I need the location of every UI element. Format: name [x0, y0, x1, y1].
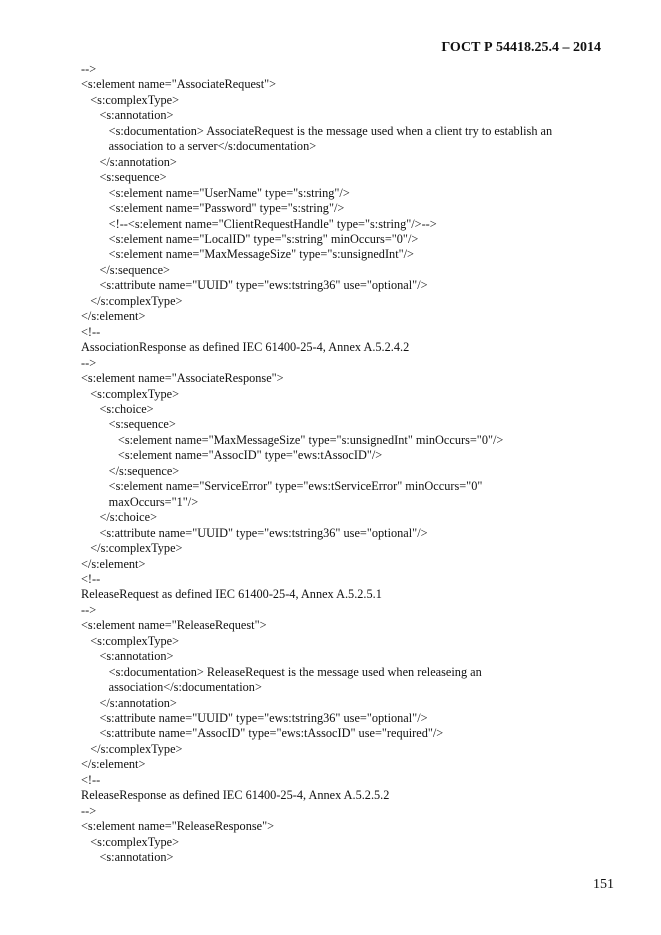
- code-line: <s:element name="AssociateRequest">: [81, 77, 277, 92]
- code-line: <!--: [81, 772, 101, 787]
- code-line: maxOccurs="1"/>: [81, 494, 199, 509]
- code-line: </s:element>: [81, 757, 146, 772]
- code-line: <s:element name="ReleaseRequest">: [81, 618, 267, 633]
- page-header-standard-number: ГОСТ Р 54418.25.4 – 2014: [441, 40, 601, 55]
- code-line: <s:element name="MaxMessageSize" type="s:unsignedInt" minOccurs="0"/>: [81, 432, 504, 447]
- code-line: </s:sequence>: [81, 463, 180, 478]
- code-line: <s:element name="AssociateResponse">: [81, 371, 284, 386]
- code-line: </s:annotation>: [81, 154, 177, 169]
- code-line: <s:attribute name="UUID" type="ews:tstring36" use="optional"/>: [81, 278, 428, 293]
- code-line: <s:element name="Password" type="s:string"/>: [81, 201, 345, 216]
- code-line: <s:annotation>: [81, 108, 174, 123]
- code-line: <!--: [81, 324, 101, 339]
- code-line: <s:complexType>: [81, 633, 180, 648]
- code-line: <s:element name="ReleaseResponse">: [81, 819, 275, 834]
- code-line: <s:complexType>: [81, 92, 180, 107]
- code-line: </s:complexType>: [81, 541, 183, 556]
- page-number: 151: [593, 877, 614, 892]
- code-line: </s:sequence>: [81, 262, 170, 277]
- code-line: ReleaseRequest as defined IEC 61400-25-4, Annex A.5.2.5.1: [81, 587, 382, 602]
- code-line: </s:element>: [81, 309, 146, 324]
- code-line: </s:annotation>: [81, 695, 177, 710]
- code-line: </s:choice>: [81, 510, 158, 525]
- code-line: <s:attribute name="UUID" type="ews:tstring36" use="optional"/>: [81, 525, 428, 540]
- code-line: <s:annotation>: [81, 850, 174, 865]
- code-line: <s:sequence>: [81, 417, 176, 432]
- code-line: <!--: [81, 571, 101, 586]
- code-line: <s:element name="MaxMessageSize" type="s:unsignedInt"/>: [81, 247, 414, 262]
- code-line: <s:complexType>: [81, 386, 180, 401]
- xml-schema-listing: [81, 62, 611, 866]
- code-line: </s:complexType>: [81, 741, 183, 756]
- code-line: -->: [81, 602, 97, 617]
- code-line: <s:attribute name="UUID" type="ews:tstring36" use="optional"/>: [81, 711, 428, 726]
- code-line: -->: [81, 62, 97, 76]
- code-line: </s:element>: [81, 556, 146, 571]
- code-line: <s:complexType>: [81, 834, 180, 849]
- code-line: -->: [81, 355, 97, 370]
- code-line: </s:complexType>: [81, 293, 183, 308]
- code-line: <!--<s:element name="ClientRequestHandle" type="s:string"/>-->: [81, 216, 437, 231]
- code-line: <s:choice>: [81, 401, 154, 416]
- code-line: <s:documentation> AssociateRequest is the message used when a client try to establish an: [81, 123, 553, 138]
- code-line: association</s:documentation>: [81, 680, 262, 695]
- code-line: AssociationResponse as defined IEC 61400-25-4, Annex A.5.2.4.2: [81, 340, 410, 355]
- code-line: -->: [81, 803, 97, 818]
- code-line: <s:element name="AssocID" type="ews:tAssocID"/>: [81, 448, 383, 463]
- code-line: <s:attribute name="AssocID" type="ews:tAssocID" use="required"/>: [81, 726, 444, 741]
- code-line: <s:documentation> ReleaseRequest is the message used when releaseing an: [81, 664, 482, 679]
- code-line: association to a server</s:documentation>: [81, 139, 317, 154]
- code-line: <s:element name="UserName" type="s:string"/>: [81, 185, 350, 200]
- code-line: <s:sequence>: [81, 170, 167, 185]
- code-line: ReleaseResponse as defined IEC 61400-25-4, Annex A.5.2.5.2: [81, 788, 390, 803]
- code-line: <s:element name="LocalID" type="s:string" minOccurs="0"/>: [81, 231, 419, 246]
- code-line: <s:element name="ServiceError" type="ews:tServiceError" minOccurs="0": [81, 479, 483, 494]
- code-line: <s:annotation>: [81, 649, 174, 664]
